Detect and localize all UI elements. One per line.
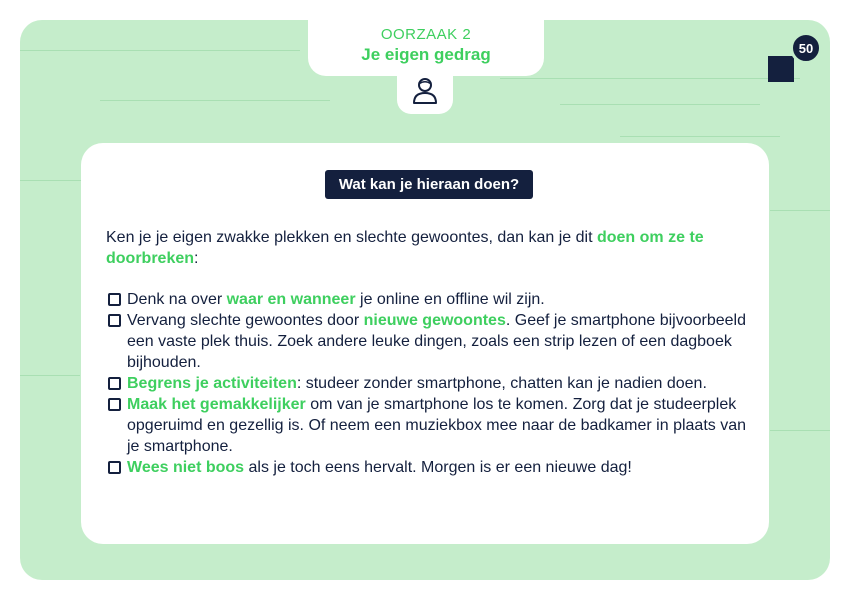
intro-text: Ken je je eigen zwakke plekken en slechte gewoontes, dan kan je dit xyxy=(106,229,597,246)
decorative-stripe xyxy=(500,78,800,79)
item-text: je online en offline wil zijn. xyxy=(355,291,545,308)
checklist-item xyxy=(106,373,756,394)
intro-text-end: : xyxy=(194,250,199,267)
decorative-stripe xyxy=(20,50,300,51)
item-text: : studeer zonder smartphone, chatten kan je nadien doen. xyxy=(296,375,707,392)
checkbox-icon[interactable] xyxy=(108,293,121,306)
item-highlight: Begrens je activiteiten xyxy=(127,375,297,392)
item-text: om van je smartphone los te komen. Zorg dat je studeerplek opgeruimd en gezellig is. Of neem een muziekbox mee naar de badkamer in plaats van je smartphone. xyxy=(127,396,747,455)
intro-highlight: doen om ze te doorbreken xyxy=(106,229,704,267)
checkbox-icon[interactable] xyxy=(108,377,121,390)
decorative-stripe xyxy=(560,104,760,105)
decorative-stripe xyxy=(100,100,330,101)
decorative-stripe xyxy=(770,430,830,431)
checklist-item xyxy=(106,310,756,373)
item-highlight: nieuwe gewoontes xyxy=(363,312,506,329)
question-heading: Wat kan je hieraan doen? xyxy=(325,170,533,199)
item-text: Denk na over xyxy=(127,291,227,308)
item-highlight: waar en wanneer xyxy=(226,291,356,308)
cause-label: OORZAAK 2 xyxy=(380,26,472,43)
checkbox-icon[interactable] xyxy=(108,461,121,474)
person-icon-holder xyxy=(397,66,453,114)
checklist xyxy=(106,289,756,478)
item-text: als je toch eens hervalt. Morgen is er een nieuwe dag! xyxy=(244,459,632,476)
person-icon xyxy=(410,75,440,105)
item-highlight: Wees niet boos xyxy=(127,459,245,476)
badge-square xyxy=(768,56,794,82)
checklist-item xyxy=(106,394,756,457)
decorative-stripe xyxy=(20,180,90,181)
decorative-stripe xyxy=(620,136,780,137)
page-number: 50 xyxy=(790,32,822,64)
intro-paragraph xyxy=(106,227,756,269)
checklist-item xyxy=(106,289,756,310)
checklist-item xyxy=(106,457,756,478)
decorative-stripe xyxy=(770,210,830,211)
item-text: Vervang slechte gewoontes door xyxy=(127,312,364,329)
checkbox-icon[interactable] xyxy=(108,314,121,327)
item-highlight: Maak het gemakkelijker xyxy=(127,396,306,413)
decorative-stripe xyxy=(20,375,80,376)
page-badge xyxy=(768,30,824,86)
checkbox-icon[interactable] xyxy=(108,398,121,411)
item-text: . Geef je smartphone bijvoorbeeld een vaste plek thuis. Zoek andere leuke dingen, zoals een strip lezen of een dagboek bijhouden. xyxy=(127,312,746,371)
cause-title: Je eigen gedrag xyxy=(361,45,491,64)
